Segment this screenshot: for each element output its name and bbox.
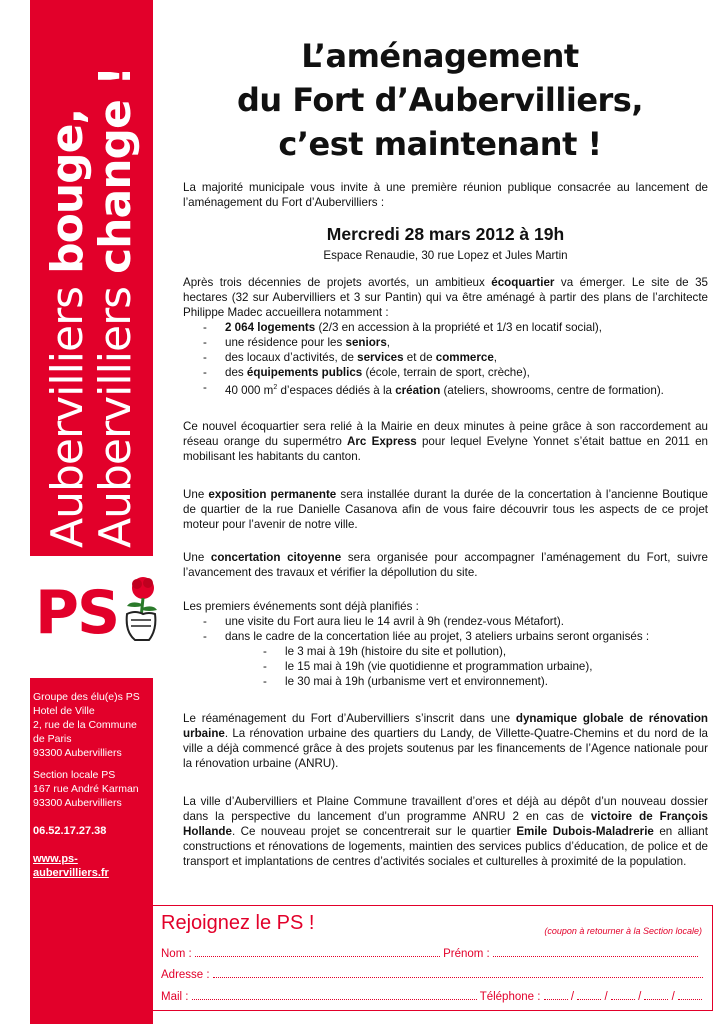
section-address-1: 167 rue André Karman	[33, 783, 139, 795]
nom-label: Nom :	[161, 948, 192, 960]
list-item: - 40 000 $m^2$ d’espaces dédiés à la création (ateliers, showrooms, centre de formation).	[203, 380, 708, 398]
group-address-1: Hotel de Ville	[33, 705, 95, 717]
membership-coupon	[153, 905, 713, 1011]
exhibition-paragraph: Une exposition permanente sera installée durant la durée de la concertation à l’ancienne Boutique de quartier de la rue Danielle Casanova afin de vous faire découvrir tous les aspects de ce projet moteur pour l’avenir de notre ville.	[183, 488, 708, 531]
adresse-label: Adresse :	[161, 969, 210, 981]
phone-separator: /	[671, 991, 675, 1003]
list-item: - une résidence pour les seniors,	[203, 335, 708, 350]
mail-label: Mail :	[161, 991, 189, 1003]
phone-field-5[interactable]	[678, 990, 702, 1000]
project-paragraph: Après trois décennies de projets avortés, un ambitieux écoquartier va émerger. Le site de 35 hectares (32 sur Aubervilliers et 3 sur Pantin) qui va être aménagé à partir des plans de l’architecte Philippe Madec accueillera notamment : - 2 064 logements (2/3 en accession à la propriété et 1/3 en locatif social), - une résidence pour les seniors, - des locaux d’activités, de services et de commerce, - des équipements publics (école, terrain de sport, crèche), - 40 000 $m^2$ d’espaces dédiés à la création (ateliers, showrooms, centre de formation).	[183, 275, 708, 398]
events-list	[203, 614, 708, 689]
workshop-list	[263, 644, 708, 689]
contact-row	[161, 990, 706, 1003]
slogan-line-1: Aubervilliers bouge,	[42, 108, 93, 548]
transport-paragraph: Ce nouvel écoquartier sera relié à la Mairie en deux minutes à peine grâce à son raccordement au réseau orange du supermétro Arc Express pour lequel Evelyne Yonnet s’était battue en 2011 en mobilisant les habitants du canton.	[183, 420, 709, 463]
title-line-1: L’aménagement	[301, 37, 579, 75]
consultation-paragraph: Une concertation citoyenne sera organisée pour accompagner l’aménagement du Fort, suivre l’avancement des travaux et vérifier la dépollution du site.	[183, 551, 708, 579]
address-row	[161, 968, 706, 981]
event-date: Mercredi 28 mars 2012 à 19h	[326, 224, 565, 244]
list-item: - le 30 mai à 19h (urbanisme vert et environnement).	[263, 674, 708, 689]
events-paragraph: Les premiers événements sont déjà planifiés : - une visite du Fort aura lieu le 14 avril à 9h (rendez-vous Métafort). - dans le cadre de la concertation liée au projet, 3 ateliers urbains seront organisés : - le 3 mai à 19h (histoire du site et pollution), - le 15 mai à 19h (vie quotidienne et programmation urbaine), - le 30 mai à 19h (urbanisme vert et environnement).	[183, 599, 708, 689]
section-title: Section locale PS	[33, 769, 116, 781]
group-address-3: de Paris	[33, 733, 72, 745]
prenom-label: Prénom :	[443, 948, 490, 960]
event-place: Espace Renaudie, 30 rue Lopez et Jules Martin	[323, 249, 568, 262]
adresse-field[interactable]	[213, 968, 703, 978]
anru-paragraph: La ville d’Aubervilliers et Plaine Commune travaillent d’ores et déjà au dépôt d’un nouveau dossier dans la perspective du lancement d’un programme ANRU 2 en cas de victoire de François Hollande. Ce nouveau projet se concentrerait sur le quartier Emile Dubois-Maladrerie en alliant constructions et rénovations de logements, maintien des services publics d’éducation, de police et de transport et implantations de centres d’activités sociales et culturelles à proximité de la population.	[183, 795, 708, 868]
phone-separator: /	[570, 991, 575, 1003]
page-title	[170, 34, 710, 166]
list-item: - 2 064 logements (2/3 en accession à la propriété et 1/3 en locatif social),	[203, 320, 708, 335]
telephone-label: Téléphone :	[479, 991, 541, 1003]
nom-field[interactable]	[195, 947, 440, 957]
slogan-line-2: Aubervilliers change !	[90, 66, 141, 548]
title-line-3: c’est maintenant !	[278, 125, 602, 163]
list-item: - des équipements publics (école, terrain de sport, crèche),	[203, 365, 708, 380]
slogan	[30, 0, 153, 558]
list-item: - des locaux d’activités, de services et de commerce,	[203, 350, 708, 365]
phone-separator: /	[638, 991, 642, 1003]
group-address-4: 93300 Aubervilliers	[33, 747, 122, 759]
phone-field-4[interactable]	[644, 990, 668, 1000]
list-item: - dans le cadre de la concertation liée au projet, 3 ateliers urbains seront organisés : - le 3 mai à 19h (histoire du site et pollution), - le 15 mai à 19h (vie quotidienne et programmation urbaine), - le 30 mai à 19h (urbanisme vert et environnement).	[203, 629, 708, 689]
list-item: - le 15 mai à 19h (vie quotidienne et programmation urbaine),	[263, 659, 708, 674]
project-list	[203, 320, 708, 398]
group-title: Groupe des élu(e)s PS	[33, 691, 140, 703]
section-address-2: 93300 Aubervilliers	[33, 797, 122, 809]
contact-info	[33, 690, 151, 880]
mail-field[interactable]	[192, 990, 477, 1000]
phone-field-3[interactable]	[611, 990, 635, 1000]
ps-logo	[17, 556, 168, 678]
group-address-2: 2, rue de la Commune	[33, 719, 137, 731]
intro-paragraph: La majorité municipale vous invite à une première réunion publique consacrée au lancement de l’aménagement du Fort d’Aubervilliers :	[183, 181, 708, 209]
name-row	[161, 947, 706, 960]
logo-text: PS	[35, 578, 119, 648]
phone-number: 06.52.17.27.38	[33, 825, 107, 837]
title-line-2: du Fort d’Aubervilliers,	[236, 81, 643, 119]
website-link[interactable]: www.ps-aubervilliers.fr	[33, 853, 109, 879]
coupon-note: (coupon à retourner à la Section locale)	[544, 926, 702, 936]
coupon-title: Rejoignez le PS !	[161, 912, 315, 934]
list-item: - une visite du Fort aura lieu le 14 avril à 9h (rendez-vous Métafort).	[203, 614, 708, 629]
renovation-paragraph: Le réaménagement du Fort d’Aubervilliers s’inscrit dans une dynamique globale de rénovation urbaine. La rénovation urbaine des quartiers du Landy, de Villette-Quatre-Chemins et du nord de la ville a déjà commencé grâce à des projets soutenus par les financements de l’Agence nationale pour la rénovation urbaine (ANRU).	[183, 712, 709, 770]
phone-separator: /	[604, 991, 608, 1003]
phone-field-2[interactable]	[577, 990, 601, 1000]
list-item: - le 3 mai à 19h (histoire du site et pollution),	[263, 644, 708, 659]
phone-field-1[interactable]	[544, 990, 568, 1000]
rose-fist-icon	[113, 574, 165, 646]
prenom-field[interactable]	[493, 947, 698, 957]
